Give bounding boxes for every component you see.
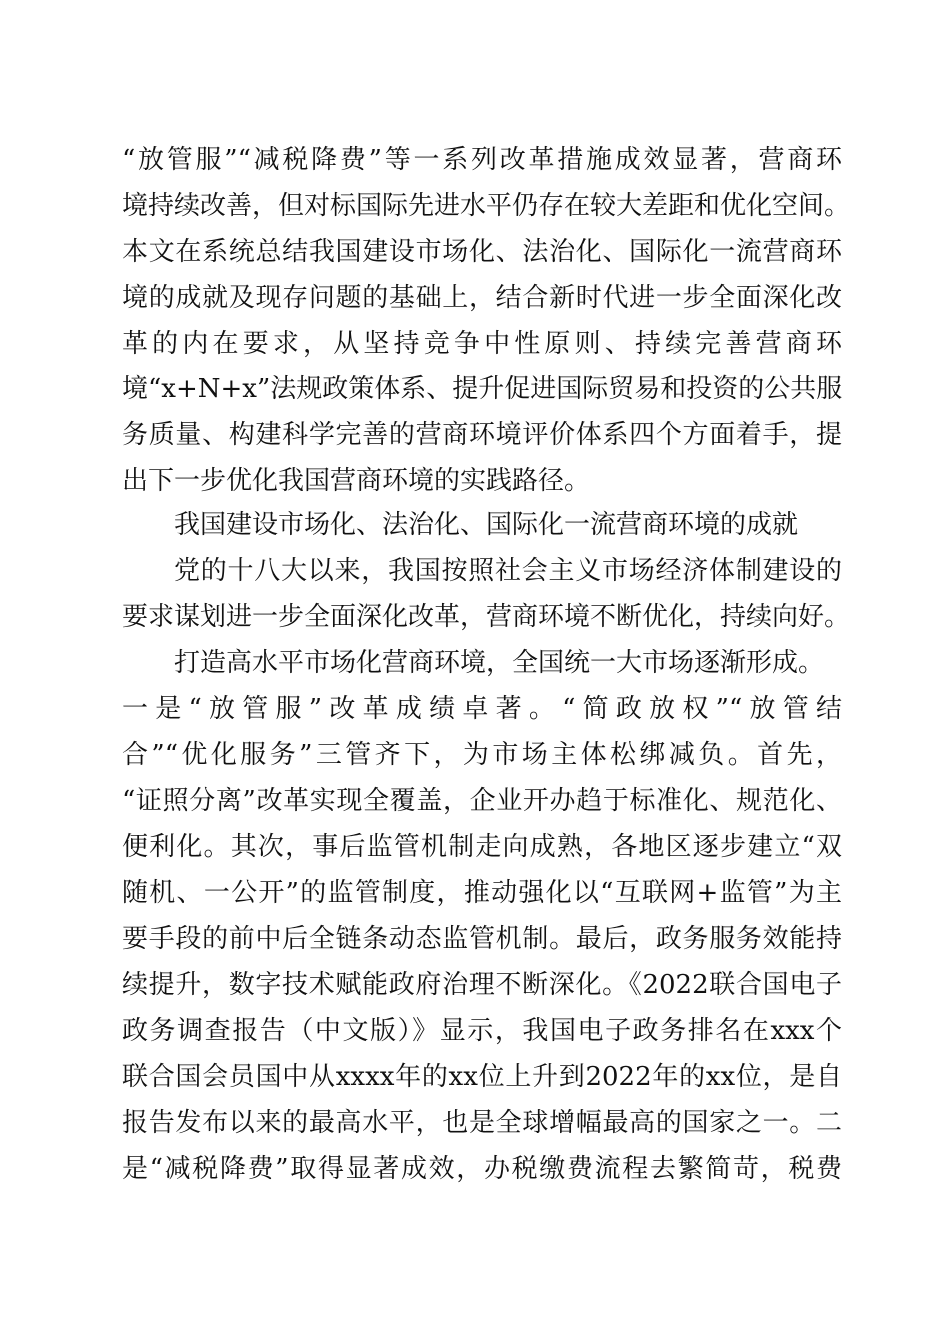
- text-line: 续提升，数字技术赋能政府治理不断深化。《2022联合国电子: [122, 970, 842, 1000]
- text-line: 政务调查报告（中文版）》显示，我国电子政务排名在xxx个: [122, 1016, 842, 1046]
- text-line: 出下一步优化我国营商环境的实践路径。: [122, 466, 591, 496]
- text-line: 一是“放管服”改革成绩卓著。“简政放权”“放管结: [122, 694, 842, 724]
- text-line: 打造高水平市场化营商环境，全国统一大市场逐渐形成。: [174, 648, 825, 678]
- text-line: 报告发布以来的最高水平，也是全球增幅最高的国家之一。二: [122, 1108, 842, 1138]
- text-line: “证照分离”改革实现全覆盖，企业开办趋于标准化、规范化、: [122, 786, 842, 816]
- text-line: 要求谋划进一步全面深化改革，营商环境不断优化，持续向好。: [122, 602, 851, 632]
- text-line: 是“减税降费”取得显著成效，办税缴费流程去繁简苛，税费: [122, 1154, 842, 1184]
- text-line: 党的十八大以来，我国按照社会主义市场经济体制建设的: [174, 556, 842, 586]
- text-line: 境的成就及现存问题的基础上，结合新时代进一步全面深化改: [122, 283, 842, 313]
- text-line: 便利化。其次，事后监管机制走向成熟，各地区逐步建立“双: [122, 832, 842, 862]
- text-line: 境持续改善，但对标国际先进水平仍存在较大差距和优化空间。: [122, 191, 851, 221]
- section-heading: 我国建设市场化、法治化、国际化一流营商环境的成就: [174, 510, 799, 540]
- text-line: 联合国会员国中从xxxx年的xx位上升到2022年的xx位，是自: [122, 1062, 842, 1092]
- text-line: 随机、一公开”的监管制度，推动强化以“互联网+监管”为主: [122, 878, 842, 908]
- text-line: 革的内在要求，从坚持竞争中性原则、持续完善营商环: [122, 329, 842, 359]
- text-line: 境“x+N+x”法规政策体系、提升促进国际贸易和投资的公共服: [122, 374, 843, 404]
- text-line: 合”“优化服务”三管齐下，为市场主体松绑减负。首先，: [122, 740, 842, 770]
- text-line: 要手段的前中后全链条动态监管机制。最后，政务服务效能持: [122, 924, 842, 954]
- text-line: “放管服”“减税降费”等一系列改革措施成效显著，营商环: [122, 145, 842, 175]
- text-line: 务质量、构建科学完善的营商环境评价体系四个方面着手，提: [122, 420, 842, 450]
- text-line: 本文在系统总结我国建设市场化、法治化、国际化一流营商环: [122, 237, 842, 267]
